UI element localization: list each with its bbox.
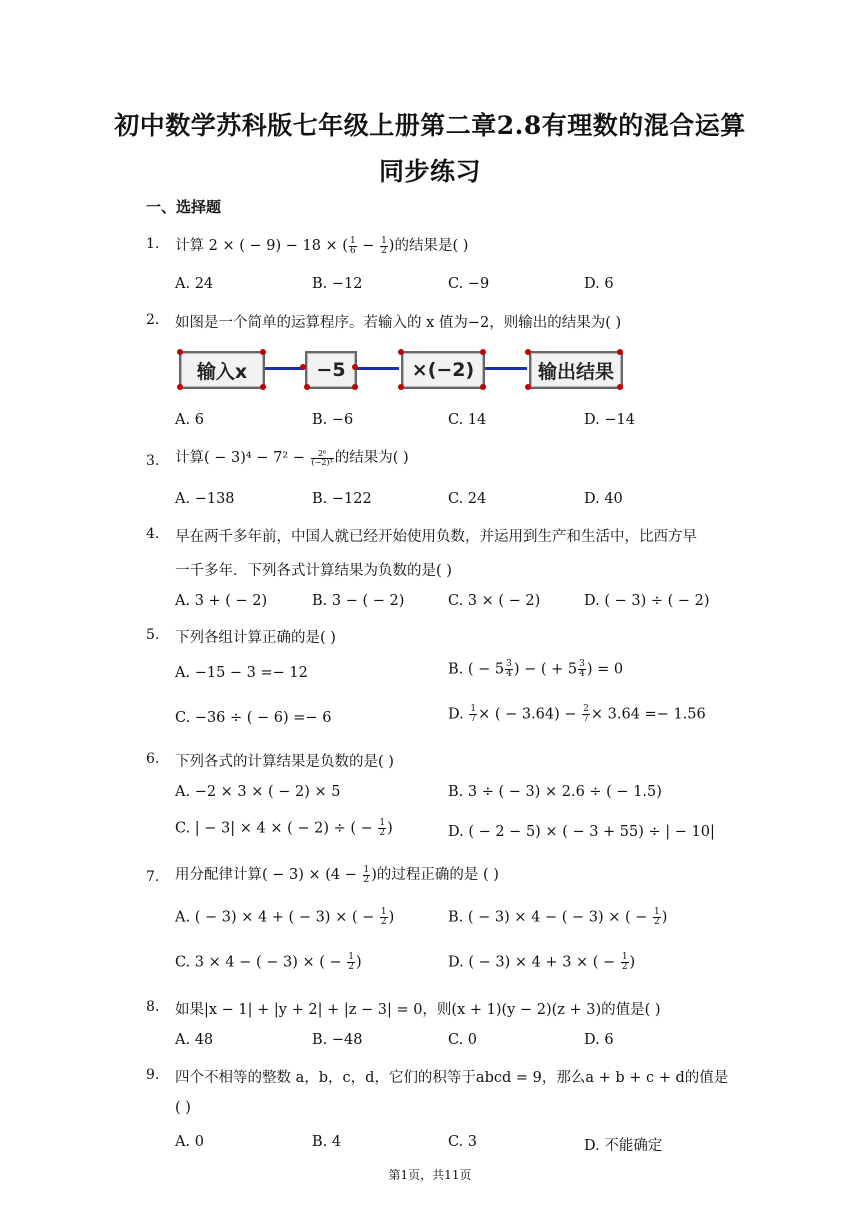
q7-number: 7. [146, 869, 160, 885]
q1-fraction-2: $\frac{1}{2}$ [381, 235, 387, 256]
q8-stem: 如果|x − 1| + |y + 2| + |z − 3| = 0，则(x + 1)(y − 2)(z + 3)的值是( ) [175, 1002, 661, 1018]
q7-d-close: ) [629, 954, 636, 971]
q3-stem-a: 计算( − 3)⁴ − 7² − [175, 450, 310, 466]
q7-stem [175, 863, 499, 885]
section-heading: 一、选择题 [146, 198, 222, 216]
q4-stem-line1: 早在两千多年前，中国人就已经开始使用负数，并运用到生产和生活中，比西方早 [175, 529, 697, 545]
q1-stem-a: 计算 2 × ( − 9) − 18 × ( [175, 238, 348, 254]
q7-option-b[interactable] [448, 908, 667, 927]
q8-option-a[interactable]: A. 48 [175, 1032, 214, 1048]
q9-option-b[interactable]: B. 4 [312, 1134, 342, 1150]
q7-b-close: ) [661, 909, 668, 926]
q1-stem-b: )的结果是( ) [388, 238, 469, 254]
q4-number: 4. [146, 526, 160, 542]
q7-fraction: $\frac{1}{2}$ [363, 864, 370, 885]
flow-dot [525, 349, 531, 355]
q2-option-c[interactable]: C. 14 [448, 412, 487, 428]
flow-box-times-neg2: ×(−2) [401, 351, 485, 389]
q9-number: 9. [146, 1067, 160, 1083]
q7-c-fraction: $\frac{1}{2}$ [348, 952, 355, 972]
q3-option-d[interactable]: D. 40 [584, 491, 623, 507]
q4-stem-line2: 一千多年．下列各式计算结果为负数的是( ) [175, 563, 452, 579]
q7-d-fraction: $\frac{1}{2}$ [621, 952, 628, 972]
q4-option-d[interactable]: D. ( − 3) ÷ ( − 2) [584, 593, 710, 609]
q9-stem-line1: 四个不相等的整数 a，b，c，d，它们的积等于abcd = 9，那么a + b + c + d的值是 [175, 1070, 729, 1086]
q7-b-text: B. ( − 3) × 4 − ( − 3) × ( − [448, 909, 653, 926]
q2-option-d[interactable]: D. −14 [584, 412, 635, 428]
q1-option-b[interactable]: B. −12 [312, 276, 363, 292]
q5-d-part2: × ( − 3.64) − [478, 706, 582, 723]
q6-option-b[interactable]: B. 3 ÷ ( − 3) × 2.6 ÷ ( − 1.5) [448, 784, 662, 800]
q1-option-a[interactable]: A. 24 [175, 276, 214, 292]
flow-dot [177, 349, 183, 355]
q5-option-a[interactable]: A. −15 − 3 =− 12 [175, 665, 308, 681]
q9-option-a[interactable]: A. 0 [175, 1134, 204, 1150]
flow-dot [617, 349, 623, 355]
flow-dot [260, 349, 266, 355]
q4-option-b[interactable]: B. 3 − ( − 2) [312, 593, 405, 609]
q5-number: 5. [146, 627, 160, 643]
flow-dot [304, 384, 310, 390]
q2-number: 2. [146, 312, 160, 328]
flow-arrow-3 [485, 367, 527, 370]
q8-option-b[interactable]: B. −48 [312, 1032, 363, 1048]
q3-option-c[interactable]: C. 24 [448, 491, 487, 507]
flow-dot [300, 364, 306, 370]
q6-c-part1: C. | − 3| × 4 × ( − 2) ÷ ( − [175, 820, 378, 837]
flow-box-input: 输入x [179, 351, 265, 389]
q7-d-text: D. ( − 3) × 4 + 3 × ( − [448, 954, 620, 971]
q6-stem: 下列各式的计算结果是负数的是( ) [175, 754, 394, 770]
q3-option-a[interactable]: A. −138 [175, 491, 235, 507]
page-title-line2: 同步练习 [378, 157, 481, 186]
q7-stem-b: )的过程正确的是 ( ) [371, 867, 499, 883]
q8-option-d[interactable]: D. 6 [584, 1032, 614, 1048]
q5-b-fraction-1: $\frac{3}{4}$ [506, 659, 512, 679]
q7-c-text: C. 3 × 4 − ( − 3) × ( − [175, 954, 347, 971]
q5-b-part2: ) − ( + 5 [513, 661, 578, 678]
q6-option-a[interactable]: A. −2 × 3 × ( − 2) × 5 [175, 784, 341, 800]
q9-option-d[interactable]: D. 不能确定 [584, 1138, 663, 1154]
q3-fraction: $\frac{\text{2⁶}}{\text{(−2)³}}$ [311, 448, 333, 467]
flow-arrow-2 [357, 367, 399, 370]
flow-dot [480, 349, 486, 355]
flow-arrow-1 [265, 367, 303, 370]
q6-option-c[interactable] [175, 819, 393, 838]
flow-dot [352, 364, 358, 370]
q5-option-d[interactable] [448, 705, 706, 724]
q1-fraction-1: $\frac{1}{6}$ [349, 235, 356, 256]
q6-number: 6. [146, 751, 160, 767]
q5-option-b[interactable] [448, 660, 623, 679]
q7-b-fraction: $\frac{1}{2}$ [654, 907, 660, 927]
q2-stem: 如图是一个简单的运算程序。若输入的 x 值为−2，则输出的结果为( ) [175, 315, 622, 331]
flow-dot [177, 384, 183, 390]
flow-dot [480, 384, 486, 390]
q1-number: 1. [146, 236, 160, 252]
q2-option-b[interactable]: B. −6 [312, 412, 354, 428]
flow-dot [398, 349, 404, 355]
flow-dot [617, 384, 623, 390]
q7-stem-a: 用分配律计算( − 3) × (4 − [175, 867, 362, 883]
q9-option-c[interactable]: C. 3 [448, 1134, 478, 1150]
q4-option-a[interactable]: A. 3 + ( − 2) [175, 593, 268, 609]
q5-d-fraction-2: $\frac{2}{7}$ [583, 704, 589, 724]
q5-d-part1: D. [448, 706, 469, 723]
q7-c-close: ) [356, 954, 362, 971]
flow-box-output: 输出结果 [529, 351, 623, 389]
flow-dot [525, 384, 531, 390]
q3-stem-b: 的结果为( ) [334, 450, 409, 466]
q6-c-fraction: $\frac{1}{2}$ [379, 818, 386, 838]
q7-option-d[interactable] [448, 953, 635, 972]
q9-stem-line2: ( ) [175, 1100, 191, 1116]
page-title-line1: 初中数学苏科版七年级上册第二章2.8有理数的混合运算 [114, 111, 746, 140]
flow-dot [260, 384, 266, 390]
q3-stem [175, 446, 409, 467]
q7-a-fraction: $\frac{1}{2}$ [380, 907, 387, 927]
q7-a-text: A. ( − 3) × 4 + ( − 3) × ( − [175, 909, 379, 926]
q3-option-b[interactable]: B. −122 [312, 491, 372, 507]
q1-stem-mid: − [357, 238, 380, 254]
q5-stem: 下列各组计算正确的是( ) [175, 630, 336, 646]
q5-d-part3: × 3.64 =− 1.56 [590, 706, 706, 723]
q1-stem [175, 234, 468, 256]
q1-option-d[interactable]: D. 6 [584, 276, 614, 292]
q5-b-fraction-2: $\frac{3}{4}$ [579, 659, 585, 679]
q5-d-fraction-1: $\frac{1}{7}$ [470, 704, 477, 724]
q5-b-part3: ) = 0 [586, 661, 624, 678]
q2-option-a[interactable]: A. 6 [175, 412, 204, 428]
flow-box-minus5: −5 [305, 351, 357, 389]
q8-option-c[interactable]: C. 0 [448, 1032, 478, 1048]
flow-dot [352, 384, 358, 390]
q5-option-c[interactable]: C. −36 ÷ ( − 6) =− 6 [175, 710, 332, 726]
q8-number: 8. [146, 999, 160, 1015]
flow-dot [398, 384, 404, 390]
q7-option-a[interactable] [175, 908, 394, 927]
q4-option-c[interactable]: C. 3 × ( − 2) [448, 593, 541, 609]
q5-b-part1: B. ( − 5 [448, 661, 505, 678]
q3-number: 3. [146, 453, 160, 469]
q7-a-close: ) [388, 909, 395, 926]
q6-c-part2: ) [387, 820, 393, 837]
q1-option-c[interactable]: C. −9 [448, 276, 490, 292]
page-footer: 第1页，共11页 [388, 1168, 472, 1182]
q7-option-c[interactable] [175, 953, 362, 972]
q6-option-d[interactable]: D. ( − 2 − 5) × ( − 3 + 55) ÷ | − 10| [448, 824, 715, 840]
